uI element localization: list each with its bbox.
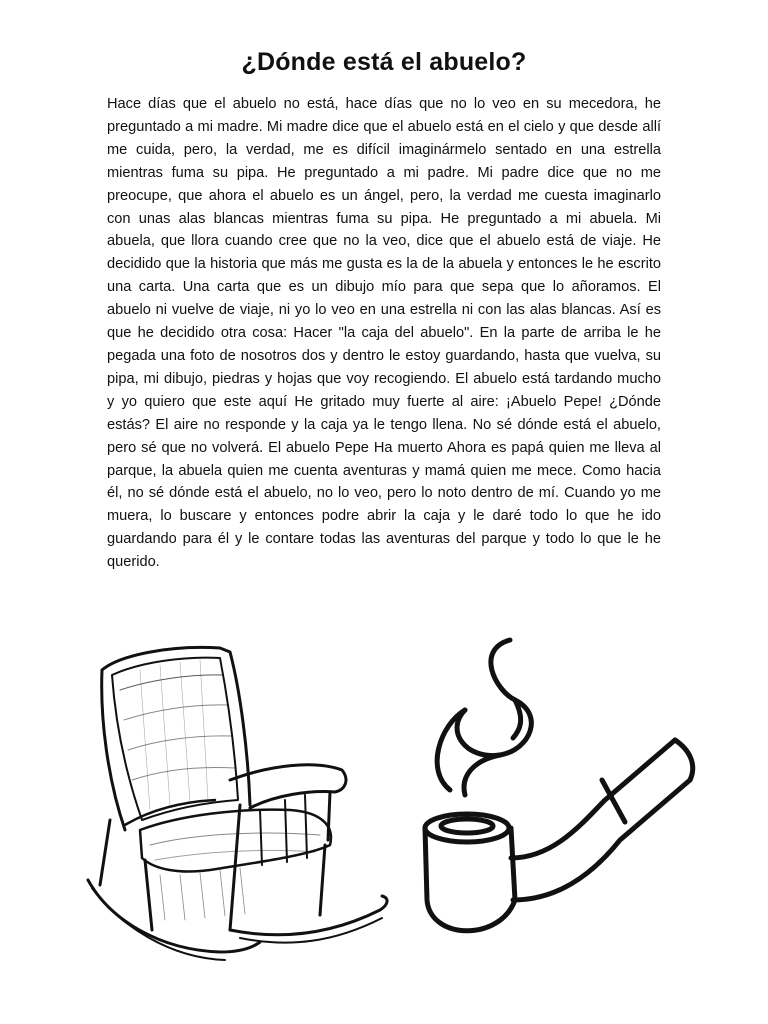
story-paragraph: Hace días que el abuelo no está, hace días que no lo veo en su mecedora, he preguntado a mi madre. Mi madre dice que el abuelo está en el cielo y que desde allí me cuida, pero, la verdad, me es difícil imaginármelo sentado en una estrella mientras fuma su pipa. He preguntado a mi padre. Mi padre dice que no me preocupe, que ahora el abuelo es un ángel, pero, la verdad me cuesta imaginarlo con unas alas blancas mientras fuma su pipa. He preguntado a mi abuela. Mi abuela, que llora cuando cree que no la veo, dice que el abuelo está de viaje. He decidido que la historia que más me gusta es la de la abuela y entonces le he escrito una carta. Una carta que es un dibujo mío para que sepa que lo añoramos. El abuelo ni vuelve de viaje, ni yo lo veo en una estrella ni con las alas blancas. Así es que he decidido otra cosa: Hacer "la caja del abuelo". En la parte de arriba le he pegada una foto de nosotros dos y dentro le estoy guardando, hasta que vuelva, su pipa, mi dibujo, piedras y hojas que voy recogiendo. El abuelo está tardando mucho y yo quiero que este aquí He gritado muy fuerte al aire: ¡Abuelo Pepe! ¿Dónde estás? El aire no responde y la caja ya le tengo llena. No sé dónde está el abuelo, pero sé que no volverá. El abuelo Pepe Ha muerto Ahora es papá quien me lleva al parque, la abuela quien me cuenta aventuras y mamá quien me mece. Como hacia él, no sé dónde está el abuelo, no lo veo, pero lo noto dentro de mí. Cuando yo me muera, lo buscare y entonces podre abrir la caja y le daré todo lo que he ido guardando para él y le contare todas las aventuras del parque y todo lo que le he querido. xyxy=(107,96,661,571)
page-title: ¿Dónde está el abuelo? xyxy=(241,48,527,76)
smoking-pipe-icon xyxy=(405,630,705,970)
rocking-chair-icon xyxy=(80,630,400,970)
